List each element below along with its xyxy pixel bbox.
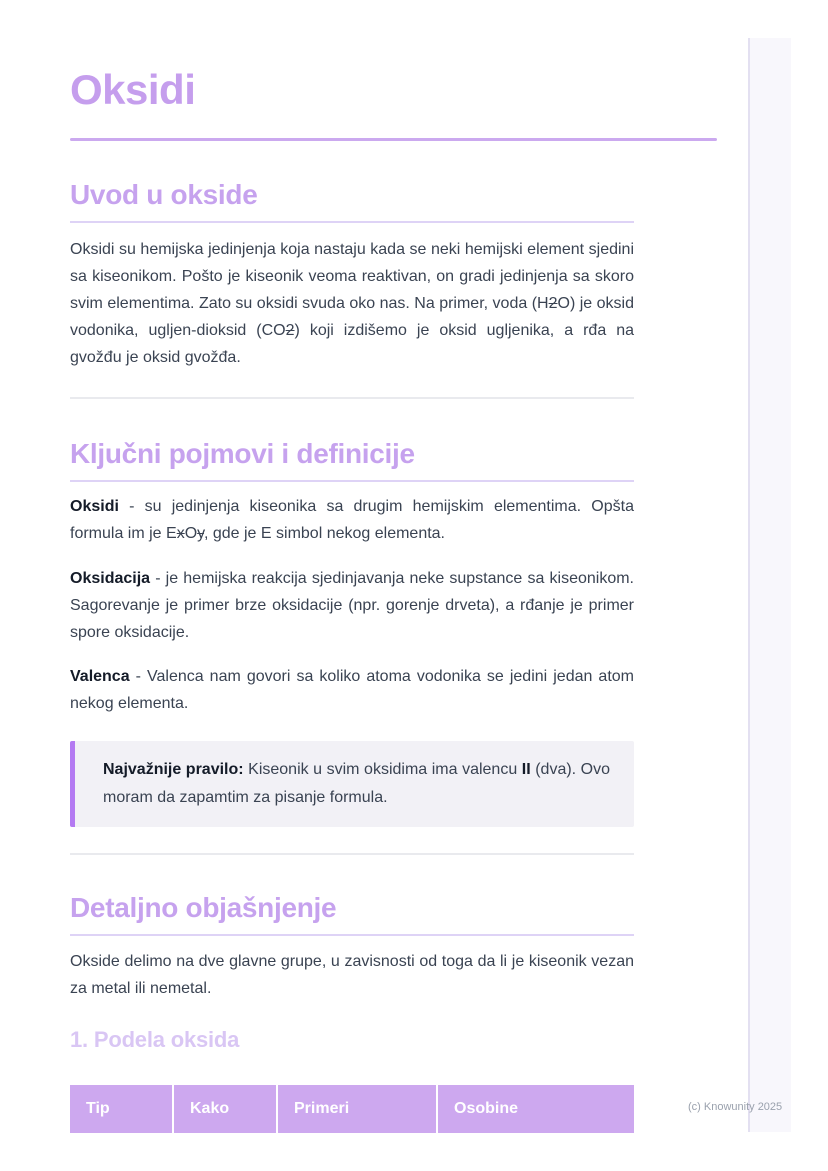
def-valenca-text: - Valenca nam govori sa koliko atoma vodonika se jedini jedan atom nekog elementa. — [70, 668, 634, 712]
definition-oksidi — [70, 493, 634, 547]
document-content — [70, 0, 634, 1133]
term-valenca: Valenca — [70, 668, 130, 685]
table-header-cell-tip: Tip — [70, 1085, 173, 1133]
def-oksidacija-text: - je hemijska reakcija sjedinjavanja neke supstance sa kiseonikom. Sagorevanje je primer brze oksidacije (npr. gorenje drveta), a rđanje je primer spore oksidacije. — [70, 570, 634, 641]
callout-text-1: Kiseonik u svim oksidima ima valencu — [243, 761, 522, 778]
table-header-cell-primeri: Primeri — [277, 1085, 437, 1133]
section-heading-key-terms: Ključni pojmovi i definicije — [70, 437, 634, 482]
h2o-subscript: 2 — [548, 295, 558, 312]
intro-text-2: O) je oksid vodonika, ugljen-dioksid (CO — [70, 295, 634, 339]
oxide-classification-table — [70, 1085, 634, 1133]
co2-subscript: 2 — [285, 322, 295, 339]
intro-text-3: ) koji izdišemo je oksid ugljenika, a rđa na gvožđu je oksid gvožđa. — [70, 322, 634, 366]
table-header-cell-kako: Kako — [173, 1085, 277, 1133]
def-oksidi-text-1: - su jedinjenja kiseonika sa drugim hemijskim elementima. Opšta formula im je E — [70, 498, 634, 542]
definition-valenca — [70, 663, 634, 717]
next-page-edge — [748, 38, 791, 1132]
page-title: Oksidi — [70, 66, 196, 113]
term-oksidacija: Oksidacija — [70, 570, 151, 587]
section-heading-detail: Detaljno objašnjenje — [70, 891, 634, 936]
callout-paragraph — [103, 756, 610, 812]
copyright-notice: (c) Knowunity 2025 — [688, 1101, 783, 1113]
definition-oksidacija — [70, 565, 634, 646]
table-header-row — [70, 1085, 634, 1133]
formula-x-subscript: x — [176, 525, 185, 542]
term-oksidi: Oksidi — [70, 498, 119, 515]
callout-lead: Najvažnije pravilo: — [103, 761, 244, 778]
detail-paragraph: Okside delimo na dve glavne grupe, u zavisnosti od toga da li je kiseonik vezan za metal ili nemetal. — [70, 953, 634, 997]
def-oksidi-text-3: , gde je E simbol nekog elementa. — [203, 525, 445, 542]
section-divider — [70, 397, 634, 399]
subsection-title: 1. Podela oksida — [70, 1027, 240, 1052]
valence-roman-numeral: II — [521, 761, 531, 778]
def-oksidi-text-2: O — [184, 525, 198, 542]
callout-box — [70, 741, 634, 827]
section-divider — [70, 853, 634, 855]
callout-text-2: (dva). Ovo moram da zapamtim za pisanje formula. — [103, 761, 611, 806]
section-heading-intro: Uvod u okside — [70, 178, 634, 223]
intro-paragraph — [70, 236, 634, 371]
intro-text-1: Oksidi su hemijska jedinjenja koja nastaju kada se neki hemijski element sjedini sa kiseonikom. Pošto je kiseonik veoma reaktivan, on gradi jedinjenja sa skoro svim elementima. Zato su oksidi svuda oko nas. Na primer, voda (H — [70, 241, 634, 312]
formula-y-subscript: y — [197, 525, 204, 542]
table-header-cell-osobine: Osobine — [437, 1085, 634, 1133]
